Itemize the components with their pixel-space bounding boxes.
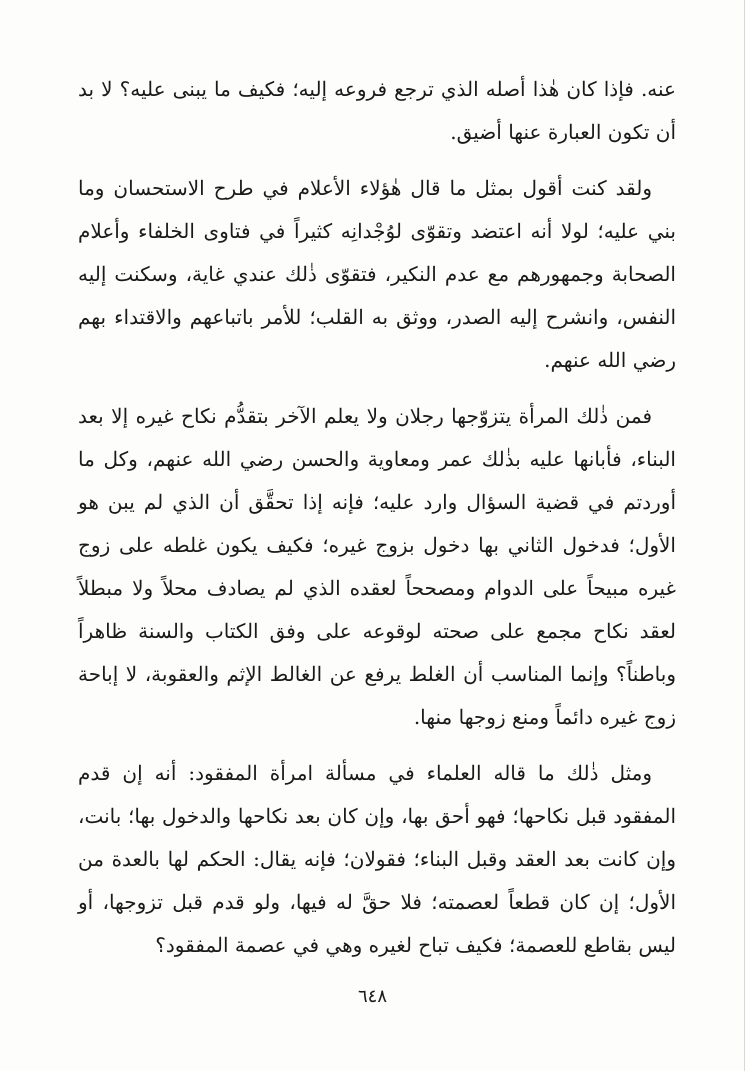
paragraph-2: ولقد كنت أقول بمثل ما قال هٰؤلاء الأعلام في طرح الاستحسان وما بني عليه؛ لولا أنه اعتضد وتقوّى لوُجْدانِه كثيراً في فتاوى الخلفاء وأعلام الصحابة وجمهورهم مع عدم النكير، فتقوّى ذٰلك عندي غاية، وسكنت إليه النفس، وانشرح إليه الصدر، ووثق به القلب؛ للأمر باتباعهم والاقتداء بهم رضي الله عنهم.	[78, 176, 676, 372]
paragraph-4: ومثل ذٰلك ما قاله العلماء في مسألة امرأة المفقود: أنه إن قدم المفقود قبل نكاحها؛ فهو أحق بها، وإن كان بعد نكاحها والدخول بها؛ بانت، وإن كانت بعد العقد وقبل البناء؛ فقولان؛ فإنه يقال: الحكم لها بالعدة من الأول؛ إن كان قطعاً لعصمته؛ فلا حقَّ له فيها، ولو قدم قبل تزوجها، أو ليس بقاطع للعصمة؛ فكيف تباح لغيره وهي في عصمة المفقود؟	[78, 761, 676, 957]
page-body-text	[78, 68, 676, 980]
page-number: ٦٤٨	[357, 986, 387, 1007]
paragraph-3: فمن ذٰلك المرأة يتزوّجها رجلان ولا يعلم الآخر بتقدُّم نكاح غيره إلا بعد البناء، فأبانها عليه بذٰلك عمر ومعاوية والحسن رضي الله عنهم، وكل ما أوردتم في قضية السؤال وارد عليه؛ فإنه إذا تحقَّق أن الذي لم يبن هو الأول؛ فدخول الثاني بها دخول بزوج غيره؛ فكيف يكون غلطه على زوج غيره مبيحاً على الدوام ومصححاً لعقده الذي لم يصادف محلاً ولا مبطلاً لعقد نكاح مجمع على صحته لوقوعه على وفق الكتاب والسنة ظاهراً وباطناً؟ وإنما المناسب أن الغلط يرفع عن الغالط الإثم والعقوبة، لا إباحة زوج غيره دائماً ومنع زوجها منها.	[78, 404, 676, 729]
paragraph-1: عنه. فإذا كان هٰذا أصله الذي ترجع فروعه إليه؛ فكيف ما يبنى عليه؟ لا بد أن تكون العبارة عنها أضيق.	[78, 77, 676, 144]
